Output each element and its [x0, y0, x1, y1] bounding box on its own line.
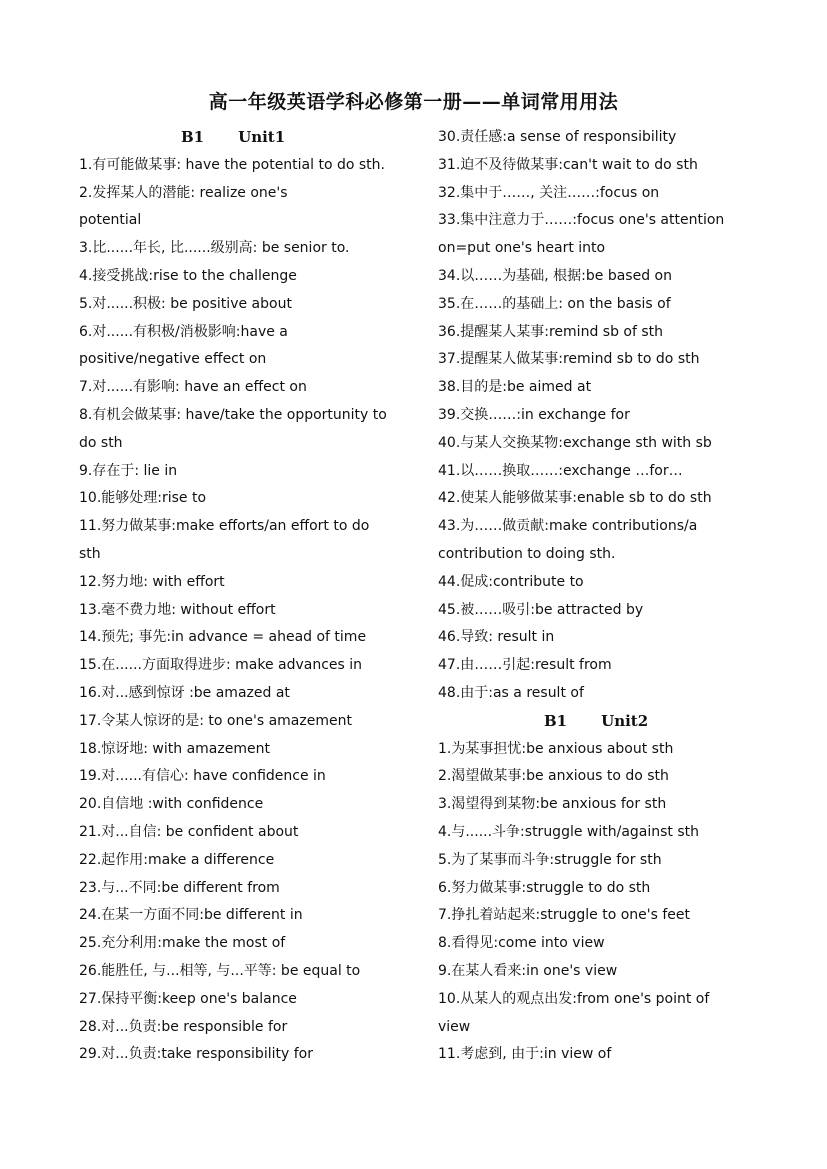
vocab-line: 22.起作用:make a difference [79, 851, 275, 868]
vocab-line: 19.对......有信心: have confidence in [79, 768, 326, 785]
vocab-line: 11.努力做某事:make efforts/an effort to do [79, 518, 370, 535]
vocab-line: 45.被……吸引:be attracted by [438, 601, 644, 618]
vocab-line: 11.考虑到, 由于:in view of [438, 1046, 612, 1063]
vocab-line: 20.自信地 :with confidence [79, 796, 264, 813]
vocab-line: 4.与......斗争:struggle with/against sth [438, 823, 700, 840]
vocab-line: 14.预先; 事先:in advance = ahead of time [79, 629, 367, 646]
vocab-line: 7.挣扎着站起来:struggle to one's feet [438, 907, 691, 924]
vocab-line: do sth [79, 434, 123, 451]
vocab-line: 6.努力做某事:struggle to do sth [438, 879, 651, 896]
vocab-line: 12.努力地: with effort [79, 573, 225, 590]
unit-heading [438, 708, 768, 736]
vocab-line: 3.渴望得到某物:be anxious for sth [438, 796, 667, 813]
vocab-line: 16.对...感到惊讶 :be amazed at [79, 684, 290, 701]
vocab-line: 31.迫不及待做某事:can't wait to do sth [438, 156, 698, 173]
vocab-line: 24.在某一方面不同:be different in [79, 907, 303, 924]
unit-label: Unit2 [601, 711, 649, 730]
vocab-line: 13.毫不费力地: without effort [79, 601, 276, 618]
vocab-line: 10.从某人的观点出发:from one's point of [438, 990, 710, 1007]
page-title: 高一年级英语学科必修第一册——单词常用用法 [208, 91, 619, 113]
vocab-line: 8.有机会做某事: have/take the opportunity to [79, 406, 387, 423]
unit-label: Unit1 [238, 128, 286, 146]
vocab-line: 46.导致: result in [438, 629, 555, 646]
vocab-line: positive/negative effect on [79, 351, 267, 368]
vocab-line: 41.以……换取……:exchange …for… [438, 462, 683, 479]
vocab-line: 10.能够处理:rise to [79, 490, 207, 507]
vocab-line: 38.目的是:be aimed at [438, 379, 592, 396]
vocab-line: 26.能胜任, 与...相等, 与...平等: be equal to [79, 962, 361, 979]
vocab-line: 36.提醒某人某事:remind sb of sth [438, 323, 664, 340]
vocab-line: 47.由……引起:result from [438, 657, 612, 674]
vocab-line: 8.看得见:come into view [438, 935, 605, 952]
vocab-line: 33.集中注意力于……:focus one's attention [438, 212, 725, 229]
vocab-line: 4.接受挑战:rise to the challenge [79, 267, 297, 284]
vocab-line: 5.为了某事而斗争:struggle for sth [438, 851, 662, 868]
vocab-line: 39.交换……:in exchange for [438, 406, 630, 423]
vocab-line: view [438, 1018, 471, 1035]
unit-heading [79, 124, 409, 152]
vocab-line: 42.使某人能够做某事:enable sb to do sth [438, 490, 712, 507]
vocab-line: contribution to doing sth. [438, 545, 616, 562]
vocab-line: 6.对......有积极/消极影响:have a [79, 323, 288, 340]
vocab-line: 23.与...不同:be different from [79, 879, 280, 896]
vocab-line: sth [79, 545, 101, 562]
vocab-line: 9.存在于: lie in [79, 462, 178, 479]
vocab-line: on=put one's heart into [438, 240, 606, 257]
vocab-line: 3.比......年长, 比......级别高: be senior to. [79, 240, 350, 257]
vocab-line: 48.由于:as a result of [438, 684, 584, 701]
right-column [438, 124, 768, 1069]
book-label: B1 [544, 711, 568, 730]
vocab-line: 34.以……为基础, 根据:be based on [438, 267, 672, 284]
vocab-line: 1.为某事担忧:be anxious about sth [438, 740, 674, 757]
vocab-line: 29.对...负责:take responsibility for [79, 1046, 313, 1063]
vocab-line: 9.在某人看来:in one's view [438, 962, 618, 979]
vocab-line: 7.对......有影响: have an effect on [79, 379, 307, 396]
vocab-line: 35.在……的基础上: on the basis of [438, 295, 671, 312]
vocab-line: 5.对......积极: be positive about [79, 295, 292, 312]
vocab-line: 37.提醒某人做某事:remind sb to do sth [438, 351, 700, 368]
vocab-line: 2.渴望做某事:be anxious to do sth [438, 768, 669, 785]
vocab-line: 43.为……做贡献:make contributions/a [438, 518, 698, 535]
book-label: B1 [181, 128, 205, 146]
vocab-line: 27.保持平衡:keep one's balance [79, 990, 297, 1007]
vocab-line: 32.集中于……, 关注……:focus on [438, 184, 660, 201]
vocab-line: 17.令某人惊讶的是: to one's amazement [79, 712, 352, 729]
vocab-line: 40.与某人交换某物:exchange sth with sb [438, 434, 712, 451]
vocab-line: 1.有可能做某事: have the potential to do sth. [79, 156, 385, 173]
vocab-line: 15.在......方面取得进步: make advances in [79, 657, 363, 674]
vocab-line: potential [79, 212, 142, 229]
vocab-line: 30.责任感:a sense of responsibility [438, 129, 677, 145]
vocab-line: 44.促成:contribute to [438, 573, 584, 590]
vocab-line: 18.惊讶地: with amazement [79, 740, 270, 757]
vocab-line: 2.发挥某人的潜能: realize one's [79, 184, 288, 201]
vocab-line: 25.充分利用:make the most of [79, 935, 286, 952]
left-column [79, 124, 409, 1069]
vocab-line: 21.对...自信: be confident about [79, 823, 299, 840]
vocab-line: 28.对...负责:be responsible for [79, 1018, 288, 1035]
